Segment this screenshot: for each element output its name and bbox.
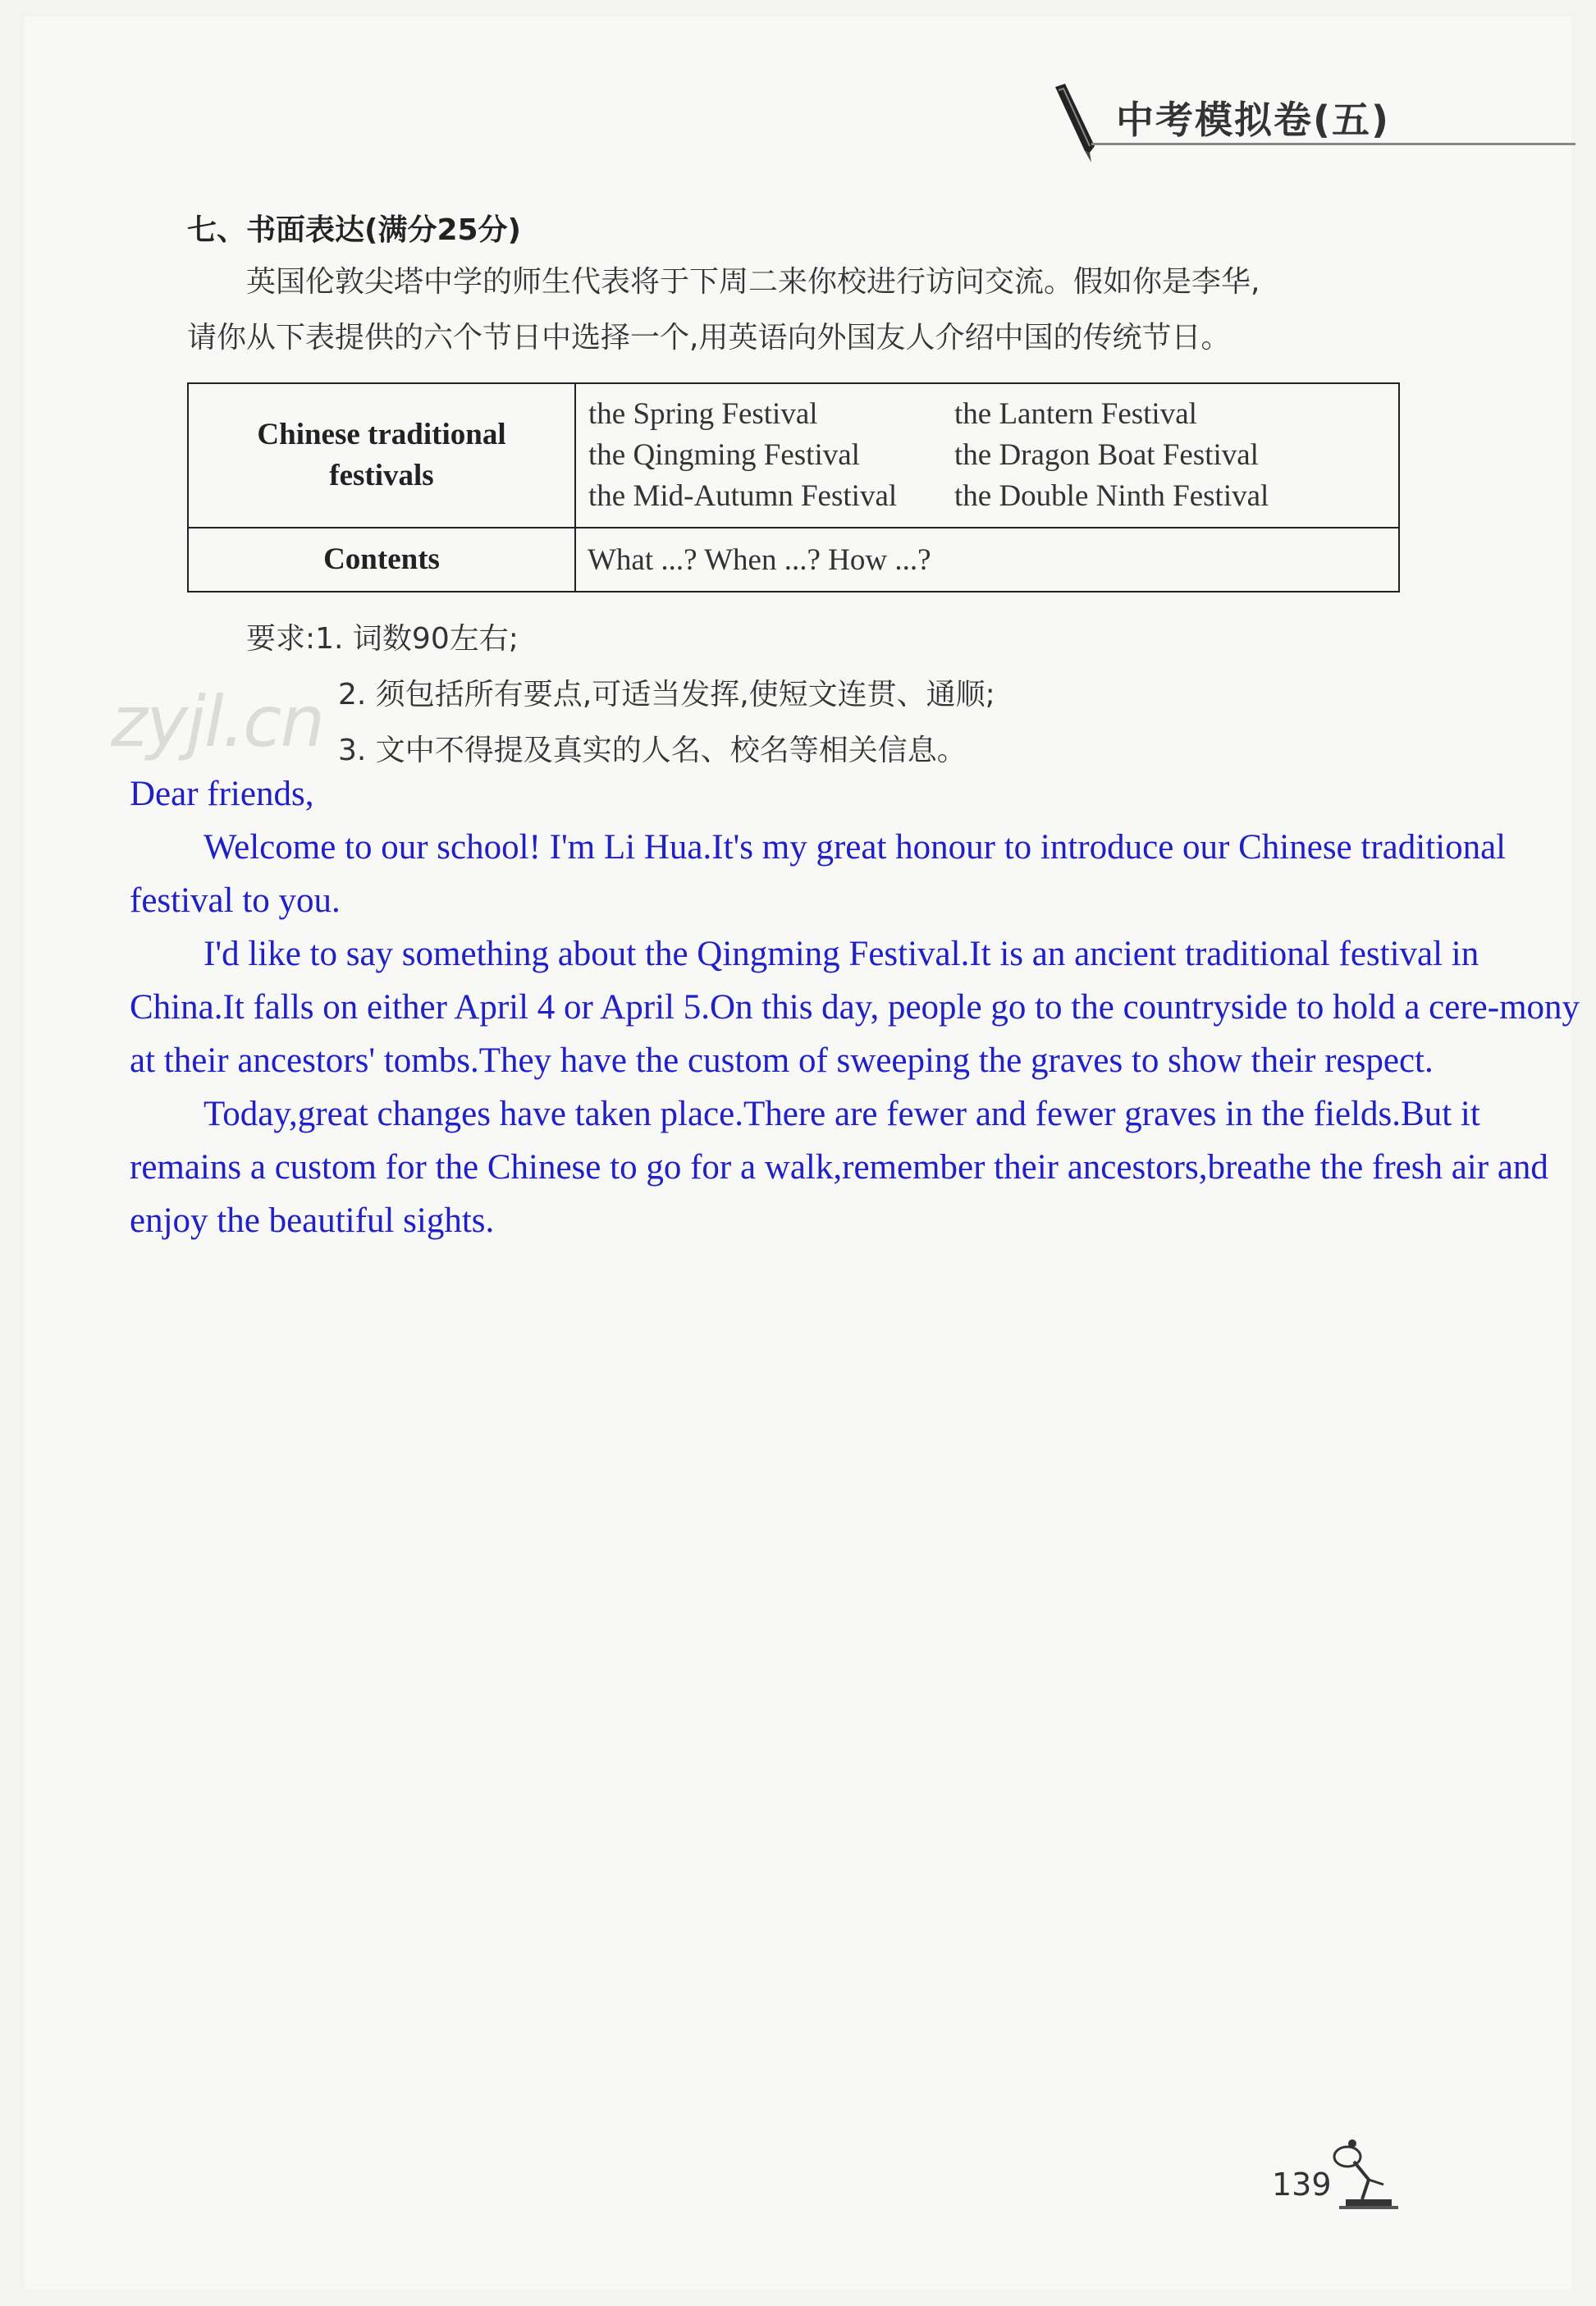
- page-number: 139: [1272, 2166, 1332, 2203]
- desk-lamp-icon: [1329, 2134, 1403, 2212]
- essay-paragraph: Welcome to our school! I'm Li Hua.It's my great honour to introduce our Chinese traditional festival to you.: [130, 828, 1507, 920]
- table-row: [188, 528, 1399, 592]
- contents-header-cell: Contents: [188, 528, 575, 592]
- essay-paragraph: I'd like to say something about the Qingming Festival.It is an ancient traditional festival in China.It falls on either April 4 or April 5.On this day, people go to the countryside to hold a cere-mony at their ancestors' tombs.They have the custom of sweeping the graves to show their respect.: [130, 935, 1580, 1080]
- requirement-item: 1. 词数90左右;: [315, 622, 519, 656]
- festival-table: [187, 382, 1400, 593]
- contents-cell: What ...? When ...? How ...?: [575, 528, 1399, 592]
- requirement-line-1: [246, 611, 995, 667]
- festival-item: the Lantern Festival: [954, 397, 1197, 431]
- header-title: 中考模拟卷(五): [1116, 98, 1391, 142]
- festivals-header-cell: [188, 383, 575, 528]
- prompt-line-1: 英国伦敦尖塔中学的师生代表将于下周二来你校进行访问交流。假如你是李华,: [246, 265, 1260, 299]
- table-row: [188, 383, 1399, 528]
- writing-prompt: [187, 254, 1418, 366]
- requirement-item: 3. 文中不得提及真实的人名、校名等相关信息。: [338, 734, 967, 767]
- header-rule: [1091, 143, 1575, 145]
- festival-item: the Double Ninth Festival: [954, 479, 1269, 513]
- festival-item: the Mid-Autumn Festival: [588, 479, 898, 513]
- requirements-label: 要求:: [246, 622, 316, 656]
- watermark: zyjl.cn: [111, 681, 323, 763]
- festival-item: the Spring Festival: [588, 397, 818, 431]
- essay-greeting: Dear friends,: [130, 775, 314, 813]
- festival-list: [577, 394, 1397, 517]
- section-heading: 七、书面表达(满分25分): [187, 213, 522, 247]
- essay-answer: [130, 767, 1596, 1247]
- essay-paragraph: Today,great changes have taken place.There are fewer and fewer graves in the fields.But it remains a custom for the Chinese to go for a walk,remember their ancestors,breathe the fresh air and enjoy the beautiful sights.: [130, 1095, 1548, 1240]
- festival-item: the Dragon Boat Festival: [954, 438, 1259, 472]
- festivals-header-line-2: festivals: [329, 459, 434, 492]
- festival-item: the Qingming Festival: [588, 438, 860, 472]
- prompt-line-2: 请你从下表提供的六个节日中选择一个,用英语向外国友人介绍中国的传统节日。: [187, 321, 1231, 355]
- festivals-cell: [575, 383, 1399, 528]
- requirements: [246, 611, 995, 779]
- festivals-header-line-1: Chinese traditional: [257, 418, 506, 451]
- pen-icon: [1040, 82, 1106, 164]
- requirement-item: 2. 须包括所有要点,可适当发挥,使短文连贯、通顺;: [338, 678, 995, 711]
